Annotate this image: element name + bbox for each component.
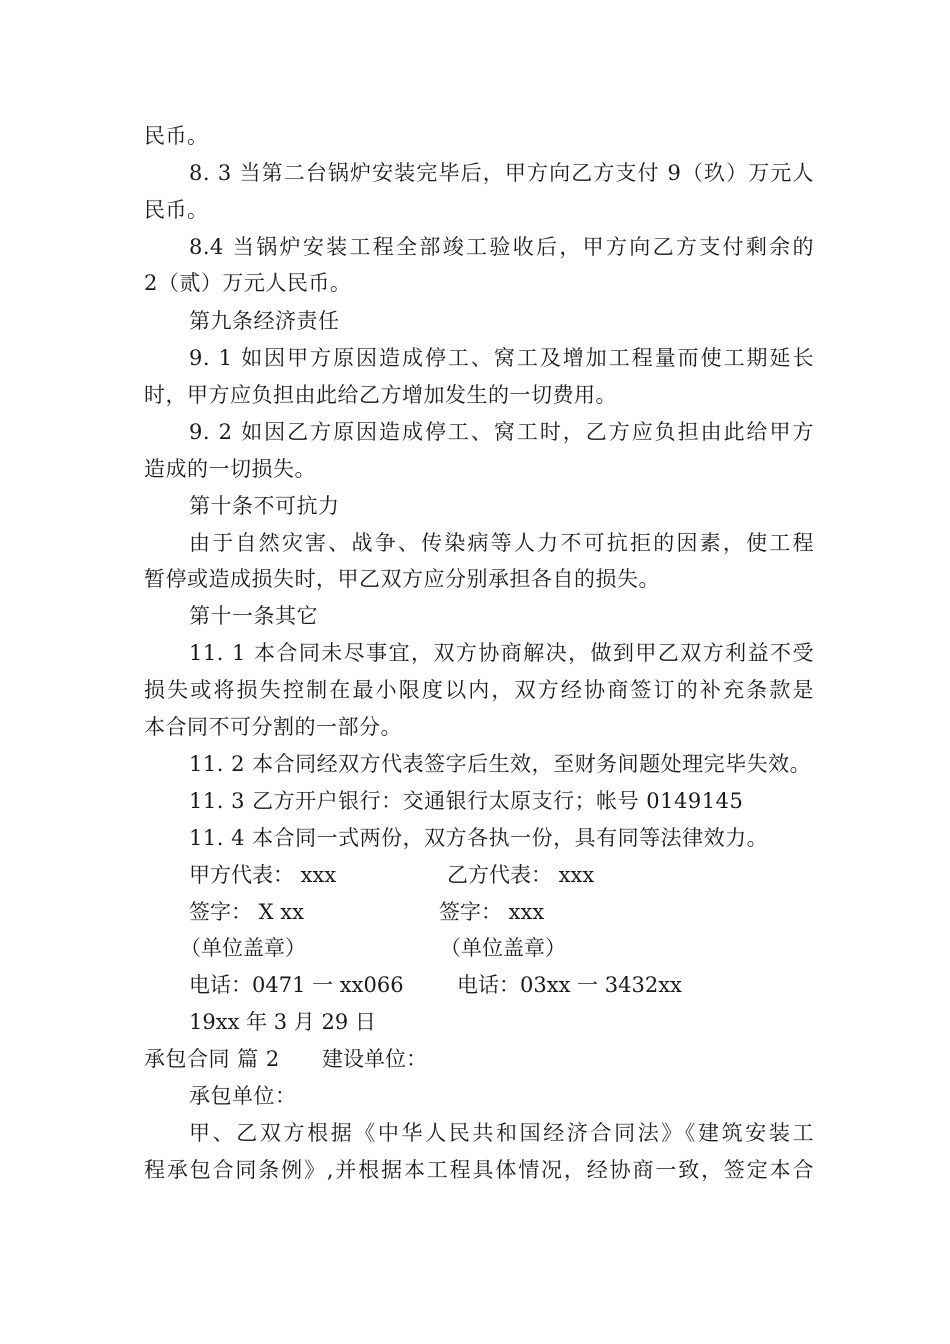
clause-8-4: 8.4 当锅炉安装工程全部竣工验收后，甲方向乙方支付剩余的 bbox=[189, 235, 814, 259]
body-line: 损失或将损失控制在最小限度以内，双方经协商签订的补充条款是 bbox=[144, 678, 814, 702]
party-b-representative: 乙方代表： xxx bbox=[447, 863, 595, 887]
signing-date: 19xx 年 3 月 29 日 bbox=[189, 1010, 376, 1034]
body-line: 民币。 bbox=[144, 198, 209, 222]
clause-10: 由于自然灾害、战争、传染病等人力不可抗拒的因素，使工程 bbox=[189, 531, 814, 555]
clause-9-1: 9. 1 如因甲方原因造成停工、窝工及增加工程量而使工期延长 bbox=[189, 346, 814, 370]
party-b-signature: 签字： xxx bbox=[439, 900, 545, 924]
clause-11-4: 11. 4 本合同一式两份，双方各执一份，具有同等法律效力。 bbox=[189, 826, 769, 850]
party-a-seal: （单位盖章） bbox=[180, 936, 306, 960]
body-line: 2（贰）万元人民币。 bbox=[144, 271, 352, 295]
article-10-heading: 第十条不可抗力 bbox=[189, 494, 340, 518]
section2-heading: 承包合同 篇 2 bbox=[144, 1047, 280, 1071]
body-line: 造成的一切损失。 bbox=[144, 457, 316, 481]
body-line: 时，甲方应负担由此给乙方增加发生的一切费用。 bbox=[144, 383, 617, 407]
section2-paragraph-line1: 甲、乙双方根据《中华人民共和国经济合同法》《建筑安装工 bbox=[189, 1121, 814, 1145]
body-line: 本合同不可分割的一部分。 bbox=[144, 715, 402, 739]
party-a-representative: 甲方代表： xxx bbox=[189, 863, 337, 887]
article-11-heading: 第十一条其它 bbox=[189, 604, 318, 628]
body-line: 民币。 bbox=[144, 124, 209, 148]
clause-11-2: 11. 2 本合同经双方代表签字后生效，至财务间题处理完毕失效。 bbox=[189, 752, 812, 776]
clause-11-3: 11. 3 乙方开户银行：交通银行太原支行；帐号 0149145 bbox=[189, 789, 744, 813]
builder-label: 建设单位： bbox=[322, 1047, 427, 1071]
party-a-signature: 签字： X xx bbox=[189, 900, 304, 924]
party-b-seal: （单位盖章） bbox=[440, 936, 566, 960]
party-b-phone: 电话：03xx 一 3432xx bbox=[457, 973, 682, 997]
clause-9-2: 9. 2 如因乙方原因造成停工、窝工时，乙方应负担由此给甲方 bbox=[189, 420, 814, 444]
body-line: 暂停或造成损失时，甲乙双方应分别承担各自的损失。 bbox=[144, 567, 660, 591]
clause-8-3: 8. 3 当第二台锅炉安装完毕后，甲方向乙方支付 9（玖）万元人 bbox=[189, 161, 814, 185]
article-9-heading: 第九条经济责任 bbox=[189, 309, 340, 333]
section2-paragraph-line2: 程承包合同条例》,并根据本工程具体情况，经协商一致，签定本合 bbox=[144, 1158, 814, 1182]
clause-11-1: 11. 1 本合同未尽事宜，双方协商解决，做到甲乙双方利益不受 bbox=[189, 641, 814, 665]
contractor-label: 承包单位： bbox=[189, 1084, 297, 1108]
party-a-phone: 电话：0471 一 xx066 bbox=[189, 973, 404, 997]
